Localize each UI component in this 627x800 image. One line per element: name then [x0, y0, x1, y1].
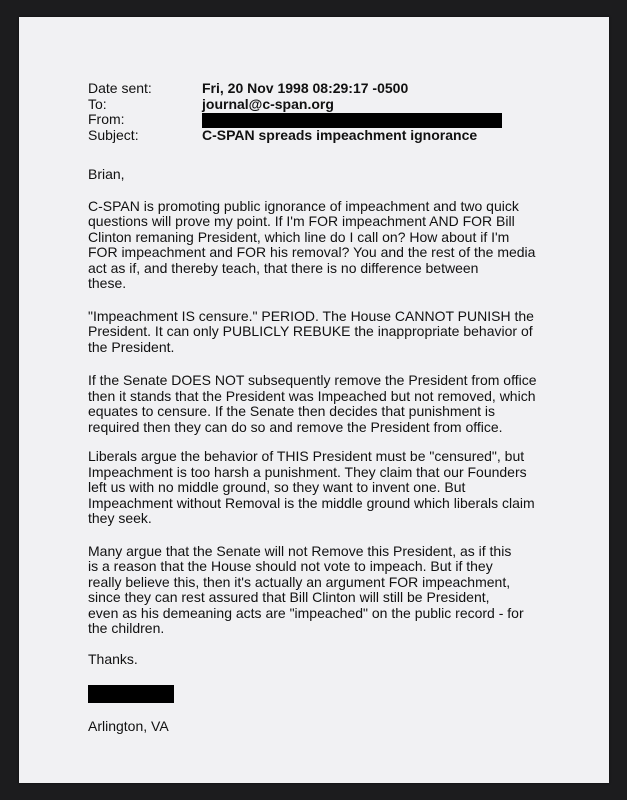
- text-line: even as his demeaning acts are "impeached" on the public record - for: [88, 604, 524, 621]
- text-line: left us with no middle ground, so they want to invent one. But: [88, 479, 466, 495]
- text-line: "Impeachment IS censure." PERIOD. The House CANNOT PUNISH the: [88, 307, 534, 324]
- header-row-date: [88, 81, 588, 97]
- paragraph-4: [88, 449, 588, 527]
- paragraph-3: [88, 373, 588, 435]
- email-body: [88, 167, 588, 735]
- header-row-subject: [88, 128, 588, 144]
- text-line: FOR impeachment and FOR his removal? You and the rest of the media: [88, 244, 536, 260]
- text-line: they seek.: [88, 510, 152, 526]
- date-value: Fri, 20 Nov 1998 08:29:17 -0500: [202, 80, 409, 96]
- to-value: journal@c-span.org: [202, 95, 334, 112]
- date-label: Date sent:: [88, 80, 152, 96]
- header-row-to: [88, 97, 588, 113]
- to-label: To:: [88, 95, 107, 112]
- redaction-from: [202, 113, 502, 128]
- text-line: questions will prove my point. If I'm FOR impeachment AND FOR Bill: [88, 213, 515, 229]
- text-line: President. It can only PUBLICLY REBUKE the inappropriate behavior of: [88, 323, 533, 339]
- paragraph-2: [88, 309, 588, 356]
- header-row-from: [88, 112, 588, 128]
- text-line: Clinton remaning President, which line do I call on? How about if I'm: [88, 228, 510, 245]
- text-line: since they can rest assured that Bill Clinton will still be President,: [88, 589, 490, 605]
- text-line: Impeachment without Removal is the middle ground which liberals claim: [88, 494, 535, 511]
- text-line: really believe this, then it's actually an argument FOR impeachment,: [88, 573, 511, 590]
- salutation: Brian,: [88, 166, 125, 182]
- signature-row: [88, 685, 588, 703]
- text-line: these.: [88, 275, 127, 291]
- subject-value: C-SPAN spreads impeachment ignorance: [202, 126, 478, 143]
- email-header: [88, 81, 588, 143]
- paragraph-5: [88, 544, 588, 637]
- text-line: the children.: [88, 620, 165, 636]
- text-line: act as if, and thereby teach, that there is no difference between: [88, 259, 479, 276]
- paragraph-1: [88, 199, 588, 292]
- text-line: If the Senate DOES NOT subsequently remove the President from office: [88, 372, 537, 388]
- subject-label: Subject:: [88, 126, 139, 143]
- redaction-signature: [88, 685, 174, 703]
- text-line: then it stands that the President was Impeached but not removed, which: [88, 387, 536, 404]
- text-line: Many argue that the Senate will not Remove this President, as if this: [88, 542, 512, 559]
- text-line: Liberals argue the behavior of THIS President must be "censured", but: [88, 448, 525, 464]
- text-line: required then they can do so and remove the President from office.: [88, 418, 503, 435]
- text-line: C-SPAN is promoting public ignorance of impeachment and two quick: [88, 197, 519, 214]
- email-document: [88, 81, 588, 735]
- from-label: From:: [88, 111, 125, 127]
- text-line: the President.: [88, 338, 175, 355]
- text-line: is a reason that the House should not vote to impeach. But if they: [88, 558, 493, 574]
- text-line: Impeachment is too harsh a punishment. They claim that our Founders: [88, 463, 527, 480]
- location: Arlington, VA: [88, 718, 169, 734]
- text-line: equates to censure. If the Senate then decides that punishment is: [88, 403, 496, 419]
- closing: Thanks.: [88, 650, 138, 667]
